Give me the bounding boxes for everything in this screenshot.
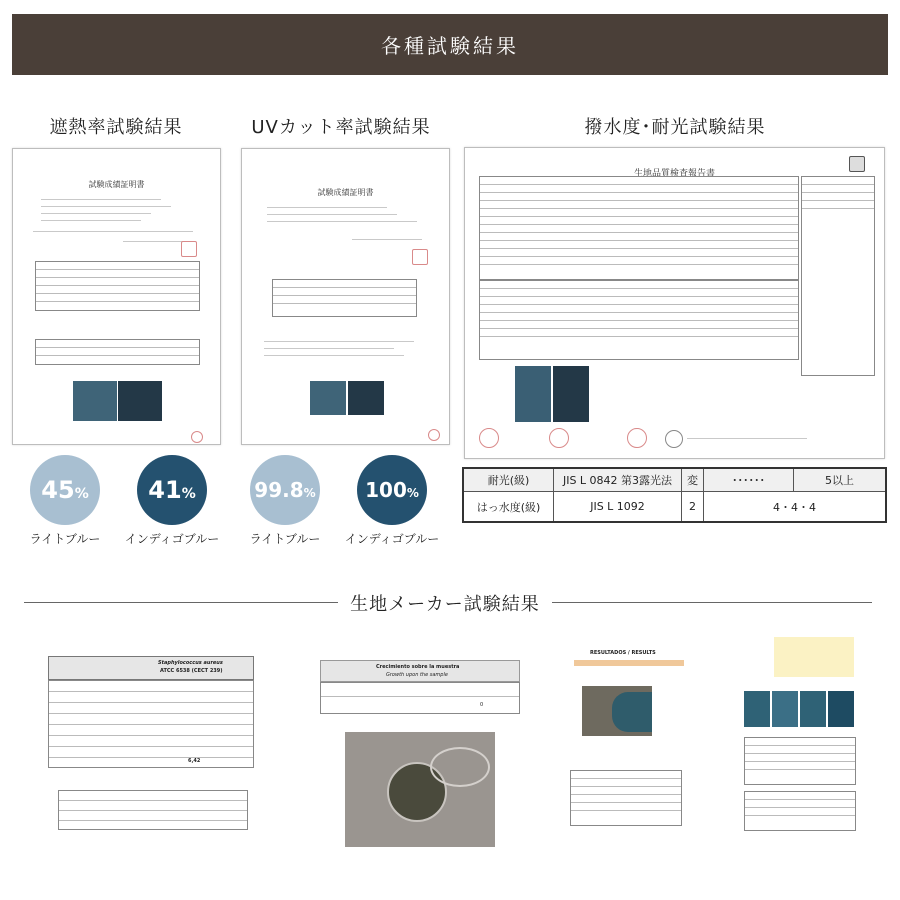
- water-qr-code: [849, 156, 865, 172]
- uv-sample-dark: [348, 381, 384, 415]
- uv-doc-title: 試験成績証明書: [317, 188, 374, 197]
- fabric-quality-report: [464, 147, 885, 459]
- uv-test-certificate: [241, 148, 450, 445]
- page-title: 各種試験結果: [381, 34, 519, 58]
- antibacterial-report: [48, 656, 254, 848]
- divider-right: [552, 602, 872, 603]
- water-seal-1: [479, 428, 499, 448]
- antifungal-report: [570, 646, 688, 828]
- growth-header: Crecimiento sobre la muestra: [376, 664, 460, 670]
- water-test-table: [479, 280, 799, 360]
- heat-sample-dark: [118, 381, 162, 421]
- uv-section-title: UVカット率試験結果: [251, 117, 431, 138]
- heat-seal: [191, 431, 203, 443]
- heat-test-certificate: [12, 148, 221, 445]
- growth-result: 0: [480, 702, 484, 708]
- fungal-sample-photo: [582, 686, 652, 736]
- label-uv-indigo-blue: インディゴブルー: [344, 532, 440, 546]
- label-heat-light-blue: ライトブルー: [29, 532, 101, 546]
- water-upper-table: [479, 176, 799, 280]
- color-fastness-report: [744, 633, 858, 845]
- growth-report: [320, 660, 520, 860]
- label-heat-indigo-blue: インディゴブルー: [124, 532, 220, 546]
- water-results-table: [462, 467, 887, 523]
- uv-seal: [428, 429, 440, 441]
- water-seal-2: [549, 428, 569, 448]
- uv-sample-light: [310, 381, 346, 415]
- water-sample-light: [515, 366, 551, 422]
- water-side-panel: [801, 176, 875, 376]
- heat-light-blue-result: 45 %: [30, 455, 100, 525]
- label-uv-light-blue: ライトブルー: [249, 532, 321, 546]
- heat-section-title: 遮熱率試験結果: [49, 117, 183, 138]
- antibacterial-value: 6,42: [188, 758, 201, 764]
- water-qc-logo: [665, 430, 683, 448]
- petri-dish-photo: [345, 732, 495, 847]
- water-seal-3: [627, 428, 647, 448]
- uv-light-blue-result: 99.8 %: [250, 455, 320, 525]
- uv-data-table: [272, 279, 417, 317]
- uv-stamp: [412, 249, 428, 265]
- heat-doc-title: 試験成績証明書: [88, 180, 145, 189]
- growth-sub: Growth upon the sample: [386, 672, 448, 678]
- heat-data-table: [35, 261, 200, 311]
- water-section-title: 撥水度･耐光試験結果: [584, 117, 766, 138]
- heat-stamp: [181, 241, 197, 257]
- divider-left: [24, 602, 338, 603]
- fabric-color-strip: [744, 685, 856, 727]
- heat-indigo-blue-result: 41 %: [137, 455, 207, 525]
- organism-name: Staphylococcus aureus: [158, 660, 223, 666]
- maker-section-title: 生地メーカー試験結果: [350, 594, 540, 615]
- table-row: 耐光(級) JIS L 0842 第3露光法 変 ･･････ 5以上: [464, 469, 885, 491]
- table-row: はっ水度(級) JIS L 1092 2 4・4・4: [464, 491, 885, 521]
- water-sample-dark: [553, 366, 589, 422]
- organism-strain: ATCC 6538 (CECT 239): [160, 668, 223, 674]
- water-doc-title: 生地品質検査報告書: [633, 169, 715, 179]
- header-bar: [12, 14, 888, 75]
- uv-indigo-blue-result: 100 %: [357, 455, 427, 525]
- heat-sample-light: [73, 381, 117, 421]
- heat-method-table: [35, 339, 200, 365]
- results-heading: RESULTADOS / RESULTS: [590, 650, 656, 656]
